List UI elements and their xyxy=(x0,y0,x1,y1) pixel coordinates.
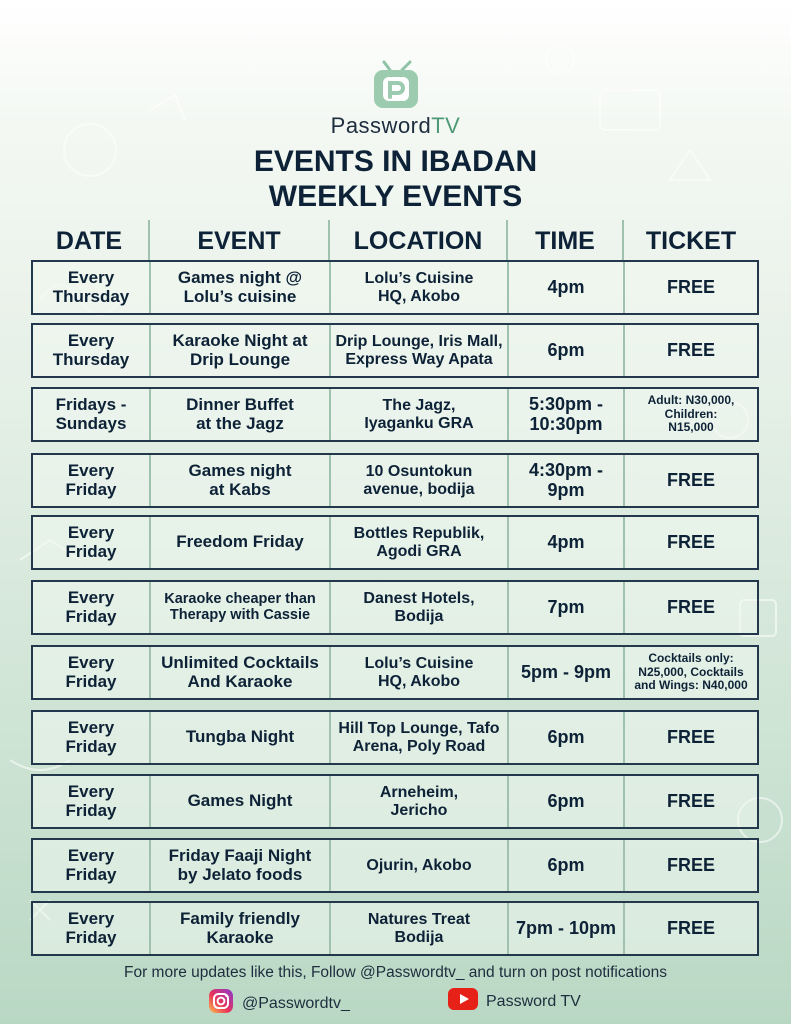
time-cell-text xyxy=(547,598,584,617)
event-cell-line: And Karaoke xyxy=(187,671,293,691)
brand-name xyxy=(0,113,791,139)
ticket-cell-line: Children: xyxy=(664,406,718,421)
event-cell-line: Freedom Friday xyxy=(176,532,304,552)
time-cell-line: 4:30pm - xyxy=(528,460,604,481)
time-cell xyxy=(509,840,623,891)
table-row xyxy=(31,453,759,508)
date-cell-line: Thursday xyxy=(52,349,130,369)
table-row xyxy=(31,645,759,700)
event-cell-text xyxy=(189,462,292,499)
date-cell xyxy=(33,455,149,506)
location-cell-text xyxy=(366,857,471,874)
table-row xyxy=(31,260,759,315)
date-cell-line: Every xyxy=(67,523,115,543)
date-cell-text xyxy=(65,654,116,691)
event-cell xyxy=(151,262,329,313)
event-cell-line: Dinner Buffet xyxy=(186,395,294,415)
event-cell-line: by Jelato foods xyxy=(177,864,303,884)
ticket-cell-line: FREE xyxy=(666,917,715,938)
date-cell-line: Friday xyxy=(65,800,117,820)
date-cell-text xyxy=(56,396,127,433)
time-cell-text xyxy=(529,395,603,434)
location-cell-line: Arneheim, xyxy=(379,784,459,802)
date-cell xyxy=(33,776,149,827)
time-cell-line: 6pm xyxy=(547,339,585,360)
location-cell-line: Bottles Republik, xyxy=(353,525,485,543)
location-cell-line: Arena, Poly Road xyxy=(352,737,486,755)
location-cell xyxy=(331,840,507,891)
time-cell-line: 6pm xyxy=(547,854,585,875)
event-cell xyxy=(151,776,329,827)
date-cell-text xyxy=(65,783,116,820)
event-cell-line: Games night @ xyxy=(177,268,303,288)
event-cell-line: Games Night xyxy=(187,791,293,811)
column-header-event: EVENT xyxy=(197,227,281,255)
time-cell-line: 9pm xyxy=(547,479,585,500)
ticket-cell xyxy=(625,840,757,891)
date-cell-line: Friday xyxy=(65,671,117,691)
time-cell-line: 7pm - 10pm xyxy=(515,917,617,938)
location-cell-text xyxy=(368,911,470,946)
location-cell-text xyxy=(380,784,458,819)
location-cell-line: Agodi GRA xyxy=(376,542,462,560)
event-cell-text xyxy=(161,654,319,691)
time-cell-line: 6pm xyxy=(547,790,585,811)
date-cell-line: Every xyxy=(67,782,115,802)
location-cell-line: avenue, bodija xyxy=(363,480,475,498)
ticket-cell-text xyxy=(667,278,715,297)
ticket-cell xyxy=(625,903,757,954)
location-cell-line: Bodija xyxy=(394,607,444,625)
location-cell-line: Danest Hotels, xyxy=(363,590,475,608)
location-cell xyxy=(331,517,507,568)
date-cell-line: Friday xyxy=(65,864,117,884)
date-cell-line: Every xyxy=(67,653,115,673)
location-cell xyxy=(331,776,507,827)
event-cell xyxy=(151,455,329,506)
date-cell-line: Every xyxy=(67,331,115,351)
location-cell-line: HQ, Akobo xyxy=(377,672,461,690)
ticket-cell-line: Cocktails only: xyxy=(648,651,734,666)
event-cell-line: Unlimited Cocktails xyxy=(161,653,319,673)
time-cell-text xyxy=(547,856,584,875)
ticket-cell-text xyxy=(667,533,715,552)
ticket-cell-line: FREE xyxy=(666,339,715,360)
event-cell-text xyxy=(169,847,312,884)
time-cell-text xyxy=(529,461,603,500)
location-cell xyxy=(331,325,507,376)
event-cell xyxy=(151,712,329,763)
date-cell xyxy=(33,712,149,763)
time-cell xyxy=(509,517,623,568)
time-cell xyxy=(509,712,623,763)
location-cell-line: The Jagz, xyxy=(382,397,456,415)
event-cell-line: Karaoke cheaper than xyxy=(164,590,316,607)
date-cell-line: Every xyxy=(67,909,115,929)
ticket-cell-text xyxy=(648,394,735,434)
time-cell-text xyxy=(547,278,584,297)
date-cell xyxy=(33,262,149,313)
table-row xyxy=(31,323,759,378)
date-cell-line: Every xyxy=(67,461,115,481)
ticket-cell-text xyxy=(634,652,747,692)
event-cell xyxy=(151,389,329,440)
table-row xyxy=(31,710,759,765)
location-cell-text xyxy=(338,720,499,755)
date-cell-line: Friday xyxy=(65,606,117,626)
footer-text: For more updates like this, Follow @Passwordtv_ and turn on post notifications xyxy=(124,964,667,981)
event-cell xyxy=(151,903,329,954)
ticket-cell xyxy=(625,325,757,376)
date-cell xyxy=(33,517,149,568)
event-cell-line: Drip Lounge xyxy=(189,349,291,369)
time-cell-text xyxy=(547,728,584,747)
location-cell-line: HQ, Akobo xyxy=(377,287,461,305)
page-subtitle: WEEKLY EVENTS xyxy=(268,180,523,213)
location-cell-line: Drip Lounge, Iris Mall, xyxy=(335,333,503,351)
ticket-cell-line: FREE xyxy=(666,790,715,811)
time-cell xyxy=(509,582,623,633)
event-cell-text xyxy=(176,533,304,551)
ticket-cell-line: N15,000 xyxy=(668,420,714,435)
time-cell-line: 5pm - 9pm xyxy=(520,661,612,682)
location-cell-line: Lolu’s Cuisine xyxy=(364,655,474,673)
date-cell xyxy=(33,840,149,891)
column-header-time: TIME xyxy=(535,227,595,255)
instagram-handle[interactable] xyxy=(208,988,350,1019)
location-cell-line: 10 Osuntokun xyxy=(365,463,473,481)
date-cell-text xyxy=(65,847,116,884)
location-cell-text xyxy=(365,270,474,305)
date-cell-line: Friday xyxy=(65,736,117,756)
location-cell-text xyxy=(354,525,485,560)
time-cell-line: 10:30pm xyxy=(529,413,603,434)
event-cell-text xyxy=(172,332,307,369)
ticket-cell xyxy=(625,582,757,633)
event-cell-text xyxy=(186,396,294,433)
date-cell-text xyxy=(65,719,116,756)
location-cell-text xyxy=(363,590,474,625)
time-cell-text xyxy=(516,919,616,938)
ticket-cell xyxy=(625,455,757,506)
location-cell-line: Iyaganku GRA xyxy=(364,414,474,432)
table-row xyxy=(31,387,759,442)
youtube-channel[interactable] xyxy=(448,988,581,1015)
ticket-cell-line: FREE xyxy=(666,854,715,875)
page-title: EVENTS IN IBADAN xyxy=(253,145,538,178)
location-cell xyxy=(331,582,507,633)
date-cell-line: Thursday xyxy=(52,286,130,306)
brand-part2: TV xyxy=(431,113,461,138)
date-cell-line: Friday xyxy=(65,479,117,499)
location-cell-line: Hill Top Lounge, Tafo xyxy=(338,720,500,738)
ticket-cell xyxy=(625,389,757,440)
date-cell-line: Sundays xyxy=(55,413,127,433)
ticket-cell-line: FREE xyxy=(666,726,715,747)
event-cell-line: Tungba Night xyxy=(185,727,295,747)
time-cell xyxy=(509,262,623,313)
event-cell-line: Lolu’s cuisine xyxy=(183,286,297,306)
date-cell-line: Fridays - xyxy=(55,395,127,415)
location-cell-line: Bodija xyxy=(394,928,444,946)
tv-icon xyxy=(372,60,420,115)
time-cell-line: 4pm xyxy=(547,531,585,552)
date-cell xyxy=(33,647,149,698)
location-cell xyxy=(331,389,507,440)
event-cell xyxy=(151,517,329,568)
table-row xyxy=(31,580,759,635)
location-cell-line: Ojurin, Akobo xyxy=(366,856,472,874)
date-cell-line: Friday xyxy=(65,927,117,947)
location-cell xyxy=(331,455,507,506)
ticket-cell-line: FREE xyxy=(666,469,715,490)
time-cell-text xyxy=(547,792,584,811)
event-cell-line: Friday Faaji Night xyxy=(168,846,312,866)
date-cell-text xyxy=(53,269,130,306)
time-cell xyxy=(509,903,623,954)
ticket-cell-text xyxy=(667,598,715,617)
event-cell-line: at Kabs xyxy=(209,479,271,499)
instagram-label: @Passwordtv_ xyxy=(242,994,350,1012)
time-cell xyxy=(509,776,623,827)
location-cell-text xyxy=(335,333,502,368)
column-header-date: DATE xyxy=(55,227,123,255)
location-cell-line: Jericho xyxy=(390,801,448,819)
ticket-cell-line: and Wings: N40,000 xyxy=(634,678,748,693)
event-cell-text xyxy=(164,592,316,623)
time-cell-line: 5:30pm - xyxy=(528,394,604,415)
ticket-cell-line: FREE xyxy=(666,596,715,617)
event-cell xyxy=(151,582,329,633)
time-cell-text xyxy=(547,341,584,360)
ticket-cell-line: FREE xyxy=(666,276,715,297)
date-cell-text xyxy=(65,910,116,947)
time-cell-line: 4pm xyxy=(547,276,585,297)
column-header-ticket: TICKET xyxy=(645,227,737,255)
location-cell-text xyxy=(365,655,474,690)
location-cell-line: Lolu’s Cuisine xyxy=(364,270,474,288)
location-cell-line: Express Way Apata xyxy=(345,350,493,368)
location-cell-line: Natures Treat xyxy=(367,911,471,929)
time-cell xyxy=(509,455,623,506)
location-cell xyxy=(331,262,507,313)
ticket-cell xyxy=(625,776,757,827)
location-cell-text xyxy=(364,397,473,432)
event-cell-line: Karaoke Night at xyxy=(172,331,308,351)
event-cell xyxy=(151,325,329,376)
ticket-cell-text xyxy=(667,471,715,490)
location-cell xyxy=(331,712,507,763)
time-cell-line: 6pm xyxy=(547,726,585,747)
column-header-location: LOCATION xyxy=(353,227,483,255)
date-cell xyxy=(33,389,149,440)
instagram-icon xyxy=(208,988,234,1019)
event-cell-line: Therapy with Cassie xyxy=(169,606,311,623)
table-row xyxy=(31,774,759,829)
date-cell-line: Every xyxy=(67,718,115,738)
date-cell-text xyxy=(65,462,116,499)
event-cell xyxy=(151,840,329,891)
event-cell-line: Games night xyxy=(188,461,292,481)
ticket-cell xyxy=(625,517,757,568)
ticket-cell-line: FREE xyxy=(666,531,715,552)
ticket-cell xyxy=(625,647,757,698)
table-row xyxy=(31,515,759,570)
date-cell-line: Every xyxy=(67,268,115,288)
location-cell xyxy=(331,903,507,954)
date-cell-text xyxy=(53,332,130,369)
time-cell-line: 7pm xyxy=(547,596,585,617)
event-cell-text xyxy=(186,728,294,746)
date-cell-text xyxy=(65,589,116,626)
date-cell xyxy=(33,582,149,633)
time-cell-text xyxy=(547,533,584,552)
date-cell-line: Every xyxy=(67,846,115,866)
ticket-cell-text xyxy=(667,919,715,938)
youtube-label: Password TV xyxy=(486,992,581,1010)
ticket-cell-line: N25,000, Cocktails xyxy=(638,664,744,679)
date-cell-line: Friday xyxy=(65,541,117,561)
location-cell xyxy=(331,647,507,698)
ticket-cell-line: Adult: N30,000, xyxy=(647,393,735,408)
ticket-cell xyxy=(625,262,757,313)
time-cell xyxy=(509,647,623,698)
time-cell xyxy=(509,325,623,376)
event-cell-line: Family friendly xyxy=(180,909,300,929)
ticket-cell-text xyxy=(667,856,715,875)
date-cell xyxy=(33,325,149,376)
event-cell-text xyxy=(178,269,302,306)
table-row xyxy=(31,901,759,956)
table-row xyxy=(31,838,759,893)
location-cell-text xyxy=(363,463,474,498)
event-cell-line: at the Jagz xyxy=(196,413,284,433)
time-cell-text xyxy=(521,663,611,682)
event-cell-text xyxy=(188,792,293,810)
ticket-cell-text xyxy=(667,792,715,811)
date-cell-line: Every xyxy=(67,588,115,608)
logo xyxy=(0,60,791,115)
ticket-cell-text xyxy=(667,728,715,747)
event-cell-line: Karaoke xyxy=(206,927,274,947)
date-cell xyxy=(33,903,149,954)
ticket-cell xyxy=(625,712,757,763)
event-cell xyxy=(151,647,329,698)
event-cell-text xyxy=(180,910,300,947)
time-cell xyxy=(509,389,623,440)
youtube-icon xyxy=(448,988,478,1015)
ticket-cell-text xyxy=(667,341,715,360)
brand-part1: Password xyxy=(330,113,432,138)
date-cell-text xyxy=(65,524,116,561)
